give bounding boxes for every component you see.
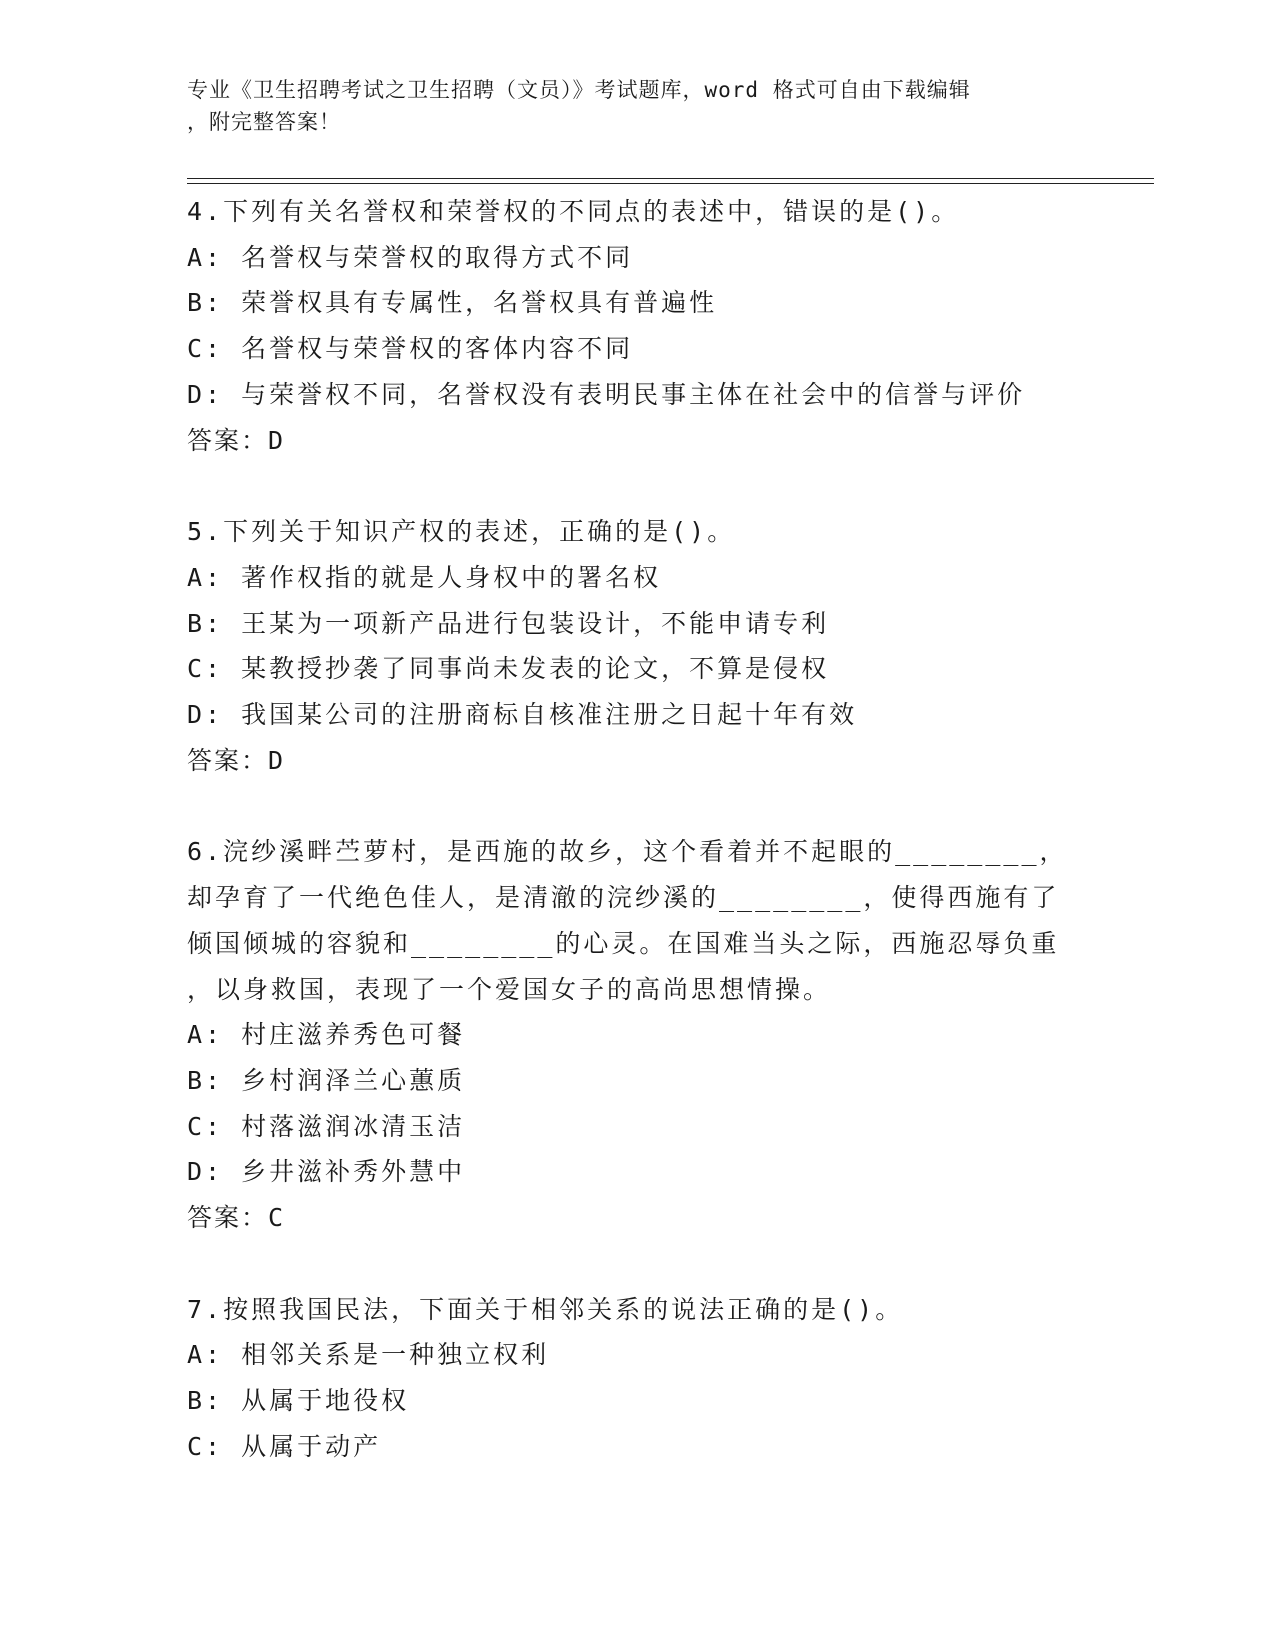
question-7 xyxy=(187,1287,1087,1470)
option-d: D: 乡井滋补秀外慧中 xyxy=(187,1157,466,1187)
answer: 答案：C xyxy=(187,1203,286,1233)
option-b: B: 从属于地役权 xyxy=(187,1386,410,1416)
option-c: C: 某教授抄袭了同事尚未发表的论文，不算是侵权 xyxy=(187,654,830,684)
question-6 xyxy=(187,829,1087,1240)
option-d: D: 我国某公司的注册商标自核准注册之日起十年有效 xyxy=(187,700,858,730)
answer: 答案：D xyxy=(187,425,286,455)
question-stem-line-2: 却孕育了一代绝色佳人，是清澈的浣纱溪的________，使得西施有了 xyxy=(187,883,1060,913)
option-a: A: 著作权指的就是人身权中的署名权 xyxy=(187,562,662,592)
answer: 答案：D xyxy=(187,745,286,775)
question-stem: 5.下列关于知识产权的表述，正确的是()。 xyxy=(187,517,736,547)
question-5 xyxy=(187,509,1087,783)
header-line-1: 专业《卫生招聘考试之卫生招聘（文员）》考试题库，word 格式可自由下载编辑 xyxy=(187,78,971,102)
header-divider-bottom xyxy=(187,183,1154,184)
question-stem: 7.按照我国民法，下面关于相邻关系的说法正确的是()。 xyxy=(187,1294,904,1324)
option-d: D: 与荣誉权不同，名誉权没有表明民事主体在社会中的信誉与评价 xyxy=(187,379,1026,409)
document-header xyxy=(187,74,1087,138)
option-a: A: 村庄滋养秀色可餐 xyxy=(187,1020,466,1050)
question-4 xyxy=(187,189,1087,463)
header-divider-top xyxy=(187,178,1154,179)
question-stem-line-4: ，以身救国，表现了一个爱国女子的高尚思想情操。 xyxy=(187,974,832,1004)
option-a: A: 名誉权与荣誉权的取得方式不同 xyxy=(187,242,634,272)
question-stem-line-3: 倾国倾城的容貌和________的心灵。在国难当头之际，西施忍辱负重 xyxy=(187,928,1060,958)
option-c: C: 名誉权与荣誉权的客体内容不同 xyxy=(187,334,634,364)
option-a: A: 相邻关系是一种独立权利 xyxy=(187,1340,550,1370)
option-b: B: 荣誉权具有专属性，名誉权具有普遍性 xyxy=(187,288,718,318)
option-c: C: 村落滋润冰清玉洁 xyxy=(187,1111,466,1141)
question-list xyxy=(187,189,1087,1516)
option-b: B: 乡村润泽兰心蕙质 xyxy=(187,1065,466,1095)
option-c: C: 从属于动产 xyxy=(187,1431,382,1461)
header-line-2: ，附完整答案！ xyxy=(187,110,341,134)
question-stem: 4.下列有关名誉权和荣誉权的不同点的表述中，错误的是()。 xyxy=(187,197,960,226)
option-b: B: 王某为一项新产品进行包装设计，不能申请专利 xyxy=(187,608,830,638)
question-stem-line-1: 6.浣纱溪畔苎萝村，是西施的故乡，这个看着并不起眼的________， xyxy=(187,837,1068,867)
